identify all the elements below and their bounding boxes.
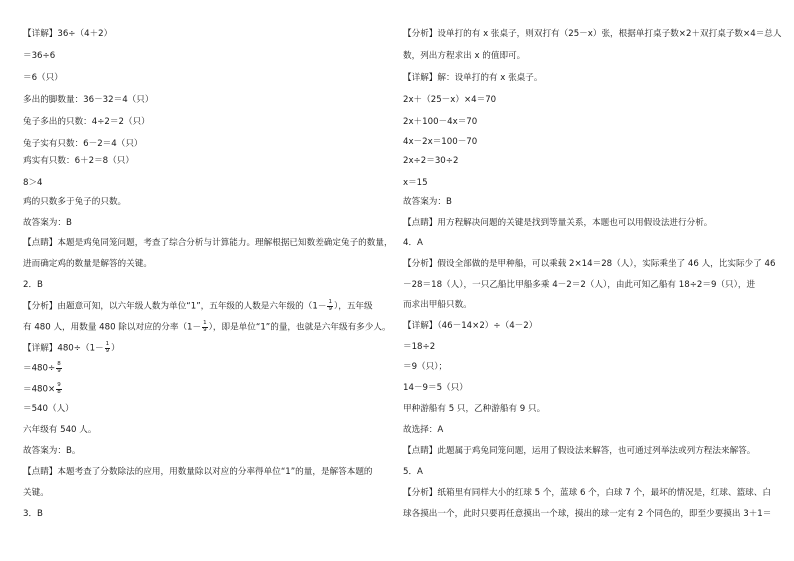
text-line: 【分析】设单打的有 x 张桌子，则双打有（25－x）张，根据单打桌子数×2＋双打桌子数×4＝总人 — [403, 29, 782, 39]
fraction-denominator: 9 — [203, 326, 207, 333]
text-line: 4．A — [403, 238, 423, 248]
text-line: 关键。 — [23, 488, 49, 498]
text-line: 故答案为：B — [403, 197, 452, 207]
fraction-numerator: 8 — [57, 361, 61, 367]
text-line — [23, 300, 373, 313]
text-line: 【点睛】本题是鸡兔同笼问题，考查了综合分析与计算能力。理解根据已知数差确定兔子的数量， — [23, 238, 393, 248]
text-line: 14－9＝5（只） — [403, 383, 468, 393]
text-line: 故答案为：B — [23, 218, 72, 228]
text-segment: ） — [111, 343, 120, 354]
text-segment: 有 480 人，用数量 480 除以对应的分率（1－ — [23, 322, 202, 333]
text-line: 数，列出方程求出 x 的值即可。 — [403, 51, 526, 61]
text-line — [23, 383, 63, 396]
text-line: 甲种游船有 5 只，乙种游船有 9 只。 — [403, 404, 546, 414]
text-line — [23, 342, 120, 355]
text-line: 3．B — [23, 509, 43, 519]
text-line: 【详解】36÷（4＋2） — [23, 29, 113, 39]
fraction-numerator: 1 — [105, 341, 110, 347]
text-line: 【点睛】此题属于鸡兔同笼问题，运用了假设法来解答，也可通过列举法或列方程法来解答。 — [403, 446, 756, 456]
text-line: 2x÷2＝30÷2 — [403, 156, 459, 166]
fraction-denominator: 8 — [57, 388, 61, 395]
text-line: 【点睛】本题考查了分数除法的应用，用数量除以对应的分率得单位“1”的量，是解答本题的 — [23, 467, 373, 477]
text-line: 故选择：A — [403, 425, 444, 435]
text-segment: ＝480× — [23, 384, 56, 395]
text-line: 而求出甲船只数。 — [403, 300, 472, 310]
fraction-denominator: 9 — [105, 347, 110, 354]
fraction — [56, 383, 62, 395]
text-line: －28＝18（人），一只乙船比甲船多乘 4－2＝2（人），由此可知乙船有 18÷2＝9（只），进 — [403, 280, 756, 290]
text-line: x＝15 — [403, 178, 428, 188]
text-line: 2．B — [23, 280, 43, 290]
text-line: 【详解】（46－14×2）÷（4－2） — [403, 321, 538, 331]
fraction — [105, 342, 111, 354]
fraction — [202, 321, 208, 333]
text-line: 8＞4 — [23, 178, 43, 188]
fraction-numerator: 1 — [328, 299, 332, 305]
text-line: 【详解】解：设单打的有 x 张桌子。 — [403, 73, 543, 83]
text-line: 球各摸出一个，此时只要再任意摸出一个球，摸出的球一定有 2 个同色的，即至少要摸出 3＋1＝ — [403, 509, 772, 519]
text-line: 故答案为：B。 — [23, 446, 81, 456]
text-segment: 【详解】480÷（1－ — [23, 343, 104, 354]
text-line: 兔子实有只数：6－2＝4（只） — [23, 139, 143, 149]
fraction-numerator: 1 — [203, 320, 207, 326]
text-line: 【分析】假设全部做的是甲种船，可以乘载 2×14＝28（人），实际乘坐了 46 人，比实际少了 46 — [403, 259, 776, 269]
text-line: ＝540（人） — [23, 404, 74, 414]
text-line — [23, 321, 391, 334]
fraction — [56, 362, 62, 374]
text-line: ＝9（只）； — [403, 362, 448, 372]
text-line: 鸡的只数多于兔子的只数。 — [23, 197, 127, 207]
text-line: 鸡实有只数：6＋2＝8（只） — [23, 156, 134, 166]
text-segment: ），即是单位“1”的量，也就是六年级有多少人。 — [208, 322, 391, 333]
text-line: 【分析】纸箱里有同样大小的红球 5 个，蓝球 6 个，白球 7 个，最坏的情况是，红球、篮球、白 — [403, 488, 771, 498]
text-line: ＝6（只） — [23, 73, 63, 83]
text-segment: ），五年级 — [333, 301, 373, 312]
text-segment: 【分析】由题意可知，以六年级人数为单位“1”，五年级的人数是六年级的（1－ — [23, 301, 327, 312]
text-line: 5．A — [403, 467, 423, 477]
text-line: 进而确定鸡的数量是解答的关键。 — [23, 259, 152, 269]
fraction-denominator: 9 — [328, 305, 332, 312]
text-line: 六年级有 540 人。 — [23, 425, 97, 435]
fraction-numerator: 9 — [57, 382, 61, 388]
text-line: ＝36÷6 — [23, 51, 56, 61]
text-line — [23, 362, 63, 375]
text-segment: ＝480÷ — [23, 363, 56, 374]
fraction-denominator: 9 — [57, 367, 61, 374]
text-line: ＝18÷2 — [403, 342, 436, 352]
text-line: 多出的脚数量：36－32＝4（只） — [23, 95, 154, 105]
fraction — [327, 300, 333, 312]
text-line: 【点睛】用方程解决问题的关键是找到等量关系，本题也可以用假设法进行分析。 — [403, 218, 713, 228]
text-line: 2x＋（25－x）×4＝70 — [403, 95, 497, 105]
text-line: 2x＋100－4x＝70 — [403, 117, 478, 127]
text-line: 兔子多出的只数：4÷2＝2（只） — [23, 117, 150, 127]
text-line: 4x－2x＝100－70 — [403, 137, 478, 147]
